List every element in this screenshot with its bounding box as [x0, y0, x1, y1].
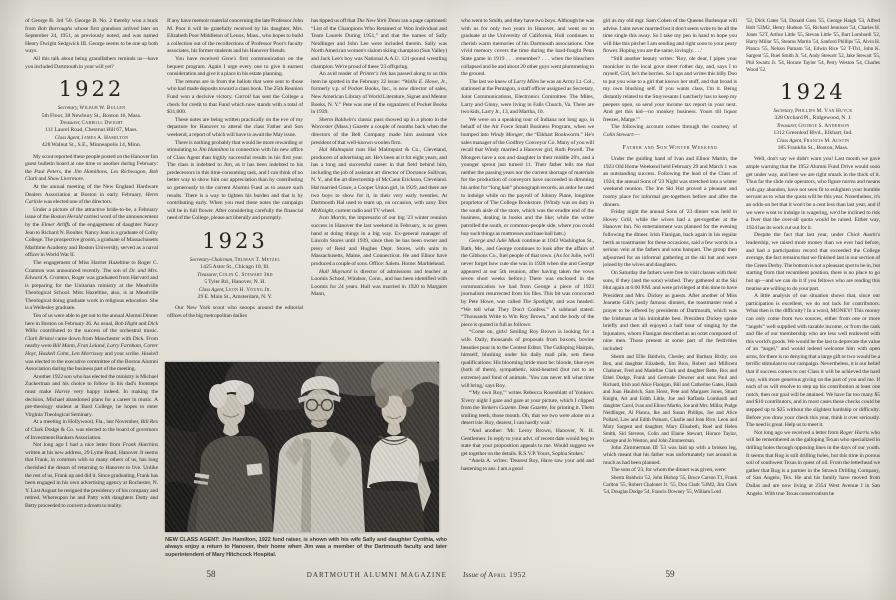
paragraph: Sherm and Ellie Baldwin, Chesley and Barbara Bixby, son Ben, and daughter Elizabeth, Jim Brox, Robert and Millicent Chaloner, Fred and Madeline Clark and daughter Bette, Bux and Ethel Dodge, Frank and Gertrude Downer and sons Paul and Richard, Irish and Alice Flanigan, Bill and Catherine Gates, Haub and Joan Haubrich, Sam Horst, Pete and Margaret Jones, Stuart Knight, Art and Edith Little, Joe and Raffaela Lombardi and daughter Carol, Ivan and Elinor Martin, Joe and Mrs. Millar, Pudge Neidlinger, Al Pianca, Ike and Susan Phillips, Joe and Alice Pollard, Law and Edith Putnam, Charlie and Jean Rice, Leon and Mary Sargent and daughter, Mary Elisabeth, Ruel and Helen Smith, Sid Stevens, Colin and Elaine Stewart, Horace Taylor, George and Jo Weston, and John Zimmerman. [603, 353, 737, 444]
paragraph: All this talk about being grandfathers reminds us—have you included Dartmouth in your will yet? [25, 55, 158, 70]
paragraph: On Saturday the fathers were free to visit classes with their sons, if they (and the sons) wished. They gathered at the Ski Hut again at 6:00 P.M. and were privileged at this time to have President and Mrs. Dickey as guests. After another of Miss Jeanette Gill's justly famous dinners, the toastmaster read a prayer to be offered by presidents of Dartmouth, which was the Irishman at his inimitable best. President Dickey spoke briefly and then all enjoyed a half hour of singing by the Injunaires, whom Flanigan described as an octet composed of nine men. Those present at some part of the festivities included: [603, 270, 737, 352]
text-column-4 [461, 18, 594, 566]
paragraph: “'My own Roy,'” writes Rebecca Rosenblatt of Yonkers. 'Every night I gaze and gaze at your picture, which I clipped from the Yonkers Gazette. Dear Gazette, for printing it. Them smiling teeth, those mouth. Oh, that we two were alone on a desert isle. Roy, dearest, I can hardly wait.' [461, 390, 594, 427]
paragraph: Despite the fact that last year, under Chick Austin's leadership, we raised more money than we ever had before, and had a participation record that exceeded the College average, the fact remains that we finished last in our section of the Green Derby. The bottom is not a pleasant spot to be in, but starting from that recumbent position, there is no place to go but up—and we can do it if you fellows who are reading this treatise are willing to do your part. [746, 232, 880, 292]
paragraph: '52, Dick Gates '54, Donald Goss '55, George Haigh '53, Alfred Holt '53M2, Henry Hudson '55, Richard Jennison '54, Charles H. Jones '52T, Arthur Little '55, Stevan Little '55, Bart Lombardi '52, Harry Millar '55, Stearns Martin '54, Sanford Phillips '55, Alvin H. Pianca '55, Nelson Putnam '54, Edwin Rice '52 T-Th1, John K. Sargent '55, Ruel Smith Jr. '54, Andy Stewart '52, Jake Stewart '55, Phil Swartz Jr. '54, Horace Taylor '54, Perry Weston '54, Charles Wood '52. [746, 18, 880, 73]
text-column-3 [311, 18, 447, 356]
paragraph: Sherm Baldwin '52, John Bishop '55, Bruce Carson T1, Frank Carlton '55, Robert Chaloner Jr. '55, Don Clark '53M2, Jim Clark '54, Douglas Dodge '54, Francis Downey '55, William Lord [603, 474, 737, 495]
magazine-title-footer: DARTMOUTH ALUMNI MAGAZINE [306, 571, 447, 579]
officer-address: 1425 Astor St., Chicago 10, Ill. [200, 264, 270, 271]
paragraph: “Come on, girls! Smiling Roy Brown is looking for a wife. Daily, thousands of proposals from buxom, bovine beauties pour in to the Contest Editor. The Galloping Hairpin, himself, blushing under his daily mail pile, sets these qualifications: His blooming bride must be: blonde, blue eyes (both of them), sympathetic, kind-hearted (but not to an extreme) and fond of animals. 'You can never tell what time will bring,' says Roy. [461, 329, 594, 389]
paragraph: Sherm Baldwin's classic puss showed up in a photo in the Worcester (Mass.) Gazette a couple of months back when the directors of the Bell Company made him assistant vice president of that well-known woolen firm. [311, 116, 447, 146]
issue-prefix: Issue of [463, 570, 487, 579]
paragraph: Well, don't say we didn't warn you! Last month we gave ample warning that the 1952 Alumni Fund Drive would soon get under way, and here we are right smack in the thick of it. Thus far the slide rule operators, who figure norms and means with gay abandon, have not seen fit to enlighten your humble servant as to what the quota will be this year. Nonetheless, it's an odds-on bet that it won't be a cent less than last year, and if we were wont to indulge in wagering, we'd be inclined to risk a fiver that the over-all quota would be raised. Either way, 1924 has its work cut out for it. [746, 156, 880, 231]
officer-address: 5 Tyler Rd., Hanover, N. H. [204, 279, 266, 286]
officer-role-name: Treasurer, Carroll Dwight [59, 119, 124, 126]
officer-address: 328 Orchard Pl., Ridgewood, N. J. [774, 115, 852, 122]
paragraph: The returns are in from the ballots that were sent to those who had made deposits toward a class book. The 25th Reunion Fund won a decisive victory. Carroll has sent the College a check for credit to that Fund which now stands with a total of $31,000. [167, 78, 303, 116]
officer-role-name: Class Agent, Francis M. Austin [776, 137, 850, 144]
issue-date: April 1952 [488, 570, 527, 579]
text-column-6 [746, 18, 880, 566]
officer-address: 428 Walnut St., S.E., Minneapolis 14, Minn. [41, 142, 142, 149]
paragraph: Friday night the annual Sons of '23 dinner was held in Hovey Grill, while the wives had a get-together at the Hanover Inn. No entertainment was planned for the evening following the dinner. Irish Flanigan, back again in his regular berth as toastmaster for these occasions, said a few words in a serious vein at the fathers and sons banquet. The group then adjourned for an informal gathering at the ski hut and were joined by the wives and daughters. [603, 209, 737, 269]
paragraph: “Still another beauty writes: 'Roy, ole dear, I pipes your monicker in the local gove sheet t'other day, and, says I to myself, Girl, he's the berries. So I ups and writes this billy Doo to put you wise to a girl that knows her stuff, and that broad is my own blushing self. If you wants class, I'm it. Being distantly related to the Stuyvesants I natcherly has to keep my peepers open, so send your income tax report in your next. And get this kid—no monkey business. Yours till liquor freezes, Marge.'” [603, 55, 737, 123]
paragraph: Under the guiding hand of Ivan and Elinor Martin, the 1923 Old Home Weekend held February 29 and March 1 was an outstanding success. Following the lead of the Class of 1924, the annual Sons of '23 Night was stretched into a winter weekend reunion. The Inn Ski Hut proved a pleasant and roomy place for informal get-togethers before and after the dinners. [603, 156, 737, 208]
class-officers-block [25, 105, 158, 149]
officer-address: 5th Floor, 38 Newbury St., Boston 16, Mass. [41, 112, 142, 119]
paragraph: Under a picture of the attractive bride-to-be, a February issue of the Boston Herald carried word of the announcement by the Elmer Arliffs of the engagement of daughter Nancy Jean to Richard N. Boulter. Nancy Jean is a graduate of Colby College. The prospective groom, a graduate of Massachusetts Maritime Academy and Boston University, served as a naval officer in World War II. [25, 206, 158, 259]
officer-role-name: Secretary-Chairman, Truman T. Metzel [189, 257, 281, 264]
officer-role-name: Secretary, Wilbur W. Bullen [57, 105, 126, 112]
paragraph: Hal Malmquist runs Hal Malmquist & Co., Cleveland, producers of advertising art. He's been at it for eight years, and has a long and successful career in that field behind him, including the job of assistant art director of Dorrance Sullivan, N. Y., and the art directorship of McCann Erickson, Cleveland. Hal married Grace, a Cooper Union girl, in 1929, and there are two boys to show for it, in their very early twenties. At Dartmouth Hal used to team up, on occasion, with zany Tom McKnight, current radio and TV wheel. [311, 147, 447, 214]
paragraph: These notes are being written practically on the eve of my departure for Hanover to attend the class Father and Son weekend, a report of which will have to await the May issue. [167, 116, 303, 138]
class-year-heading: 1922 [58, 77, 125, 102]
text-column-2 [167, 18, 303, 360]
paragraph: George and Julie Musk continue at 1043 Washington St., Bath, Me., and George continues to look after the affairs of the Gibbons Co., fuel people of that town. (As for Julie, we'll never forget how cute she was in 1928 when she and George appeared at our 5th reunion, after having taken the vows seven short weeks before.) There was enclosed in the communication we had from George a piece of 1923 journalism resurrected from his files. This bit was concocted by Pete Howe, was called The Spotlight, and was headed: “We tell what They Don't Confess.” A subhead stated: “Thousands Write to Win Roy Brown,” and the body of the piece is quoted in full as follows: [461, 238, 594, 328]
text-column-1 [25, 18, 158, 566]
paragraph: girl as my old mgr. Sam Cohen of the Queens Burlesque will advise. I aint never married but it don't seem write to be all the time single this away. So I take my pen in hand to hope you will like this pitcher I am sending and right soon to your peary flower. Hoping you are the same, lovingly. . . .' [603, 18, 737, 55]
paragraph: You have received Gene's first communication on the bequest program. Again I urge every one to give it earnest consideration and give it a place in his estate planning. [167, 55, 303, 78]
paragraph: The following account comes through the courtesy of Colin Stewart:— [603, 124, 737, 138]
issue-date-footer [463, 570, 526, 579]
paragraph: Our New York scout who snoops around the editorial offices of the big metropolitan dailies [167, 305, 303, 320]
paragraph: “Anela A. writes: 'Dearest Roy, Have saw your add and hastening to ans. I am a good [461, 458, 594, 473]
class-agent-photo [165, 362, 439, 532]
paragraph: Not long ago I had a nice letter from Frank Hutchins written at his new address, 29 Lyme Road, Hanover. It seems that Frank, in common with so many others of us, has long cherished the dream of returning to Hanover to live. Unlike the rest of us, Frank up and did it. Since graduating, Frank has been engaged in his own advertising agency at Rochester, N. Y. Last August he resigned the presidency of his company and retired. Whereupon he and Patty with daughters Dotty and Betty proceeded to convert a dream to reality. [25, 442, 158, 509]
text-column-5 [603, 18, 737, 566]
paragraph: who went to Smith, and they have two boys. Although he was with us for only two years in Hanover, and went on to graduate at the University of California, Hull continues to cherish warm memories of his Dartmouth associations. One vivid memory covers the time during the hard-fought Penn State game in 1919 . . . remember? . . . when the bleachers collapsed and he and about 20 other guys went plummeting to the ground. [461, 18, 594, 78]
officer-role-name: Secretary, Phillips M. Van Huyck [773, 108, 853, 114]
paragraph: If any have memoir material concerning the late Professor John M. Poor it will be gratefully received by his daughter, Mrs. Elizabeth Poor Middleton of Lenox, Mass., who hopes to build a collection out of the recollections of Professor Poor's faculty associates, his former students and his Hanover friends. [167, 18, 303, 55]
paragraph: “And another: 'Mr. Leroy Brown, Hanover, N. H. Gentlemen: In reply to your advt. of recent date would beg to state that your proposition appeals to me. Would suggest we get together on the details. R.S.V.P. Yours, Sophia Stokes.' [461, 428, 594, 457]
class-officers-block [746, 108, 880, 152]
paragraph: of George B. 3rd '50. George B. No. 2 thereby won a buck from Bob Burroughs whose first grandson arrived later on September 24, 1951, as previously noted, and was named Henry Dwight Sedgwick III. George seems to be one up both ways. [25, 18, 158, 55]
paragraph: At the annual meeting of the New England Hardware Dealers Association at Boston in early February, Herm Carlisle was elected one of the directors. [25, 183, 158, 206]
paragraph: Another 1922 son who has elected the ministry is Michael Zuckerman and his choice to follow in his dad's footsteps must make Harvie very happy indeed. In making the decision, Michael abandoned plans for a career in music. A pre-theology student at Bard College, he hopes to enter Virginia Theological Seminary. [25, 373, 158, 418]
paragraph: John Zimmerman III '53 was laid up with a broken leg, which meant that his father was unfortunately not around as much as had been planned. [603, 444, 737, 466]
paragraph: At a meeting in Hollywood, Fla., last November, Bill Rex of Clark Dodge & Co. was elected to the board of governors of Investment Bankers Association. [25, 419, 158, 441]
paragraph: We were on a speaking tour of Indiana not long ago, in behalf of the Air Force Small Business Program, when we bumped into Windy Monger, the “Elkhart Bookworm.” He's sales manager of the Godfrey Conveyor Co. Many of you will recall that Windy married a Hanover girl, Ruth Powell. The Mongers have a son and daughter in their middle 20's, and a younger sprout just turned 11. Their father tells me that neither the passing years nor the current shortage of materials for the production of conveyors have succeeded in dimming his ardor for “long hair” phonograph records, an ardor he used to indulge while on the payroll of Johnny Piane, longtime proprietor of The College Bookstore. (Windy was on duty in the south aisle of the store, which was the erudite end of the business, dealing in books and the like; while the writer patrolled the south, or common-people side, where you could buy such things as mattresses and base ball bats.) [461, 116, 594, 237]
section-subhead: Father and Son Winter Weekend [622, 144, 718, 151]
class-officers-block [167, 257, 303, 301]
officer-address: 1312 Greenleaf Blvd., Elkhart, Ind. [773, 130, 853, 137]
officer-role-name: Treasurer, Colin C. Stewart 3rd [197, 271, 273, 278]
class-year-heading: 1924 [780, 80, 846, 104]
officer-address: 111 Laurel Road, Chestnut Hill 67, Mass. [45, 127, 138, 134]
officer-role-name: Class Agent, James A. Hamilton [54, 134, 129, 141]
officer-address: 185 Franklin St., Boston, Mass. [777, 145, 849, 152]
officer-role-name: Treasurer, George S. Anderson [776, 122, 850, 129]
paragraph: The last we knew of Larry Miles he was an Army Lt. Col., stationed at the Pentagon, a staff officer assigned as Secretary, Joint Communications, Electronics Committee. The Miles, Larry and Ginny, were living in Falls Church, Va. There are two kids, Larry Jr., 13, and Martha, 10. [461, 78, 594, 116]
class-year-heading: 1923 [202, 229, 268, 254]
paragraph: There is nothing probably that would be more rewarding or stimulating to Jim Hamilton in connection with his new office of Class Agent than highly successful results in his first year. The class is indebted to Jim, as it has been indebted to his predecessors in this time-consuming task, and I can think of no better way to show him our appreciation than by contributing so generously to the current Alumni Fund as to assure such results. There is a way to lighten his burden and that is by contributing early. When you read these notes the campaign will be in full flower. After considering carefully the financial need of the College, please act liberally and promptly. [167, 139, 303, 222]
paragraph: has tipped us off that The New York Times ran a page captioned: “List of the Champions Who Retained or Won Individual and Team Laurels During 1951,” and that the names of Sally Neidlinger and John Lee were included therein. Sally was North American women's slalom skiing champion (Sun Valley) and Jack Lee's boy was National A.A.U. 121-pound wrestling champion. We're proud of these '23 offspring. [311, 18, 447, 70]
paragraph: Not long ago we received a letter from Roger Harris who will be remembered as the galloping Texan who specialized in drilling holes through opposing lines in the days of our youth. It seems that Rog is still drilling holes, but this time in porous soil of southwest Texas in quest of oil. From the letterhead we gather that Rog is a partner in the Strawn Drilling Company, of San Angelo, Tex. He and his family have moved from Dallas and are now living at 2354 West Avenue J in San Angelo. With true Texas conservatism he [746, 429, 880, 497]
paragraph: A little analysis of our situation shows that, since our participation is excellent, we do not lack for contributors. What then is the difficulty? In a word, MONEY! This money can only come from two sources, either from one or more “angels” well supplied with taxable income, or from the rank and file of our membership who are less well endowed with this world's goods. We would be the last to deprecate the value of an “angel,” and would indeed welcome him with open arms, for there is no denying that a large gift or two would be a terrific stimulant to our campaign. Nevertheless, it is our belief that if success comes to our Class it will be achieved the hard way, with more generous giving on the part of you and me. If each of us will resolve to step up his contribution at least one notch, then our goal will be attained. We have far too many $5 and $10 contributors, and in most cases these checks could be stepped up to $25 without the slightest hardship or difficulty. Before you draw your check this year, think it over seriously. The need is great. Help us to meet it. [746, 293, 880, 429]
page-number-left: 58 [206, 569, 216, 579]
paragraph: Hull Maynard is director of admissions and teacher at Loomis School, Windsor, Conn., and has been identified with Loomis for 24 years. Hull was married in 1920 to Margaret Mann, [311, 268, 447, 298]
page-number-right: 59 [665, 569, 675, 579]
paragraph: Ten of us were able to get out to the annual Alumni Dinner here in Boston on February 26. As usual, Bob Hight and Dick Willis contributed to the success of the orchestral music. Clark Bristol came down from Manchester with Dick. From nearby were Bill Mann, Fran Leland, Larry Farnham, Carter Hoyt, Haskell Cohn, Len Morrissey and your scribe. Haskell was elected to the executive committee of the Boston Alumni Association during the business part of the meeting. [25, 313, 158, 373]
officer-address: 29 E. Main St., Amsterdam, N. Y. [197, 294, 273, 301]
paragraph: The engagement of Miss Harriet Hazeltine to Roger C. Cramton was announced recently. The son of Dr. and Mrs. Edward A. Cramton, Roger was graduated from Harvard and is preparing for the Unitarian ministry at the Meadville Theological School. Miss Hazeltine, also, is at Meadville Theological doing graduate work in religious education. She is a Wellesley graduate. [25, 259, 158, 312]
paragraph: My scout reported these people posted on the Hanover Inn guest bulletin board at one time or another during February: the Paul Peters, the Jim Hamiltons, Les Richwagon, Bob Clark and Shaw Livermore. [25, 153, 158, 183]
paragraph: An avid reader of Printer's Ink has passed along to us this item he spotted in the February 22 issue: “Wallis E. Howe, Jr., formerly v.p. of Pocket Books, Inc., is now director of sales, New American Library of World Literature, Signet and Mentor Books, N. Y.” Pete was one of the organizers of Pocket Books in 1939. [311, 71, 447, 116]
officer-role-name: Class Agent, Leon H. Young Jr. [198, 286, 272, 293]
photo-caption: NEW CLASS AGENT: Jim Hamilton, 1922 fund raiser, is shown with his wife Sally and daughter Cynthia, who always enjoy a return to Hanover, their home when Jim was a member of the Dartmouth faculty and later superintendent of Mary Hitchcock Hospital. [165, 537, 447, 558]
paragraph: The sons of '23, for whom the dinner was given, were: [611, 467, 727, 474]
paragraph: Ivan Martin, the impresario of our big '23 winter reunion success in Hanover the last weekend in February, is no green hand at doing things in a big way. Ex-general manager of Lincoln Stores until 1939, since then he has been owner and presy of Reid and Hughes Dept. Stores, with units in Massachusetts, Maine, and Connecticut. He and Elinor have produced a couple of sons. Office: Salem. Home: Marblehead. [311, 215, 447, 267]
